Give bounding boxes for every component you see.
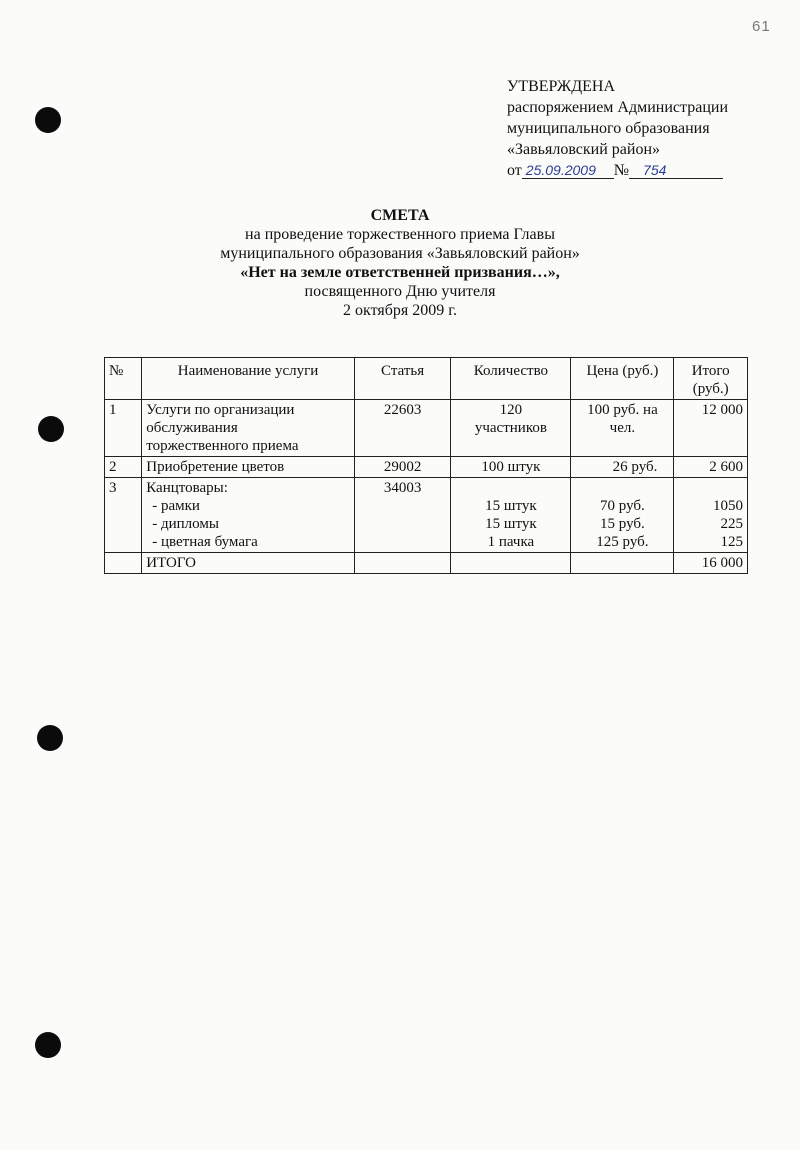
- sub-item-price: 125 руб.: [596, 534, 649, 550]
- approval-line: «Завьяловский район»: [507, 141, 660, 158]
- cell-total: 12 000: [674, 400, 748, 457]
- cell-price: 26 руб.: [571, 457, 674, 478]
- header-quantity: Количество: [451, 358, 571, 400]
- cell-quantity-line: 120: [499, 402, 523, 418]
- document-title: СМЕТА: [370, 207, 430, 224]
- sub-item-total: 125: [720, 534, 743, 550]
- header-article: Статья: [354, 358, 451, 400]
- header-total-line: (руб.): [692, 381, 729, 397]
- sub-item-name: - рамки: [152, 498, 200, 514]
- sub-item-price: 70 руб.: [600, 498, 645, 514]
- table-row: [105, 478, 748, 553]
- cell-quantity: 100 штук: [451, 457, 571, 478]
- sub-item-name: - дипломы: [152, 516, 219, 532]
- header-total: [674, 358, 748, 400]
- header-total-line: Итого: [691, 363, 730, 379]
- number-label: №: [613, 162, 630, 179]
- cell-name-line: Услуги по организации: [146, 402, 295, 418]
- cell-total: [674, 478, 748, 553]
- page-number: 61: [752, 18, 771, 35]
- sub-item-quantity: 15 штук: [485, 516, 537, 532]
- binder-hole: [35, 107, 61, 133]
- sub-item-total: 1050: [713, 498, 743, 514]
- binder-hole: [35, 1032, 61, 1058]
- table-row: [105, 400, 748, 457]
- cell-price: [571, 553, 674, 574]
- cell-name: [142, 478, 355, 553]
- header-name: Наименование услуги: [142, 358, 355, 400]
- binder-hole: [37, 725, 63, 751]
- cell-price: [571, 400, 674, 457]
- table-header-row: [105, 358, 748, 400]
- table-row: [105, 457, 748, 478]
- approval-line: муниципального образования: [507, 120, 710, 137]
- grand-total: 16 000: [674, 553, 748, 574]
- header-no: №: [105, 358, 142, 400]
- document-header: [0, 206, 800, 320]
- cell-no: [105, 553, 142, 574]
- sub-item-total: 225: [720, 516, 743, 532]
- header-line: посвященного Дню учителя: [304, 283, 496, 300]
- cell-article: [354, 553, 451, 574]
- cell-name-line: Канцтовары:: [146, 480, 228, 496]
- cell-article: 22603: [354, 400, 451, 457]
- cell-quantity: [451, 553, 571, 574]
- estimate-table: [104, 357, 748, 574]
- approval-block: [507, 76, 728, 181]
- approval-line: распоряжением Администрации: [507, 99, 729, 116]
- total-label: ИТОГО: [142, 553, 355, 574]
- header-line: муниципального образования «Завьяловский район»: [220, 245, 580, 262]
- cell-no: 1: [105, 400, 142, 457]
- from-label: от: [507, 162, 522, 179]
- binder-hole: [38, 416, 64, 442]
- sub-item-price: 15 руб.: [600, 516, 645, 532]
- cell-quantity-line: участников: [474, 420, 547, 436]
- cell-quantity: [451, 400, 571, 457]
- total-row: [105, 553, 748, 574]
- cell-article: 29002: [354, 457, 451, 478]
- approval-date-line: [507, 160, 728, 181]
- cell-name-line: обслуживания: [146, 420, 238, 436]
- header-price: Цена (руб.): [571, 358, 674, 400]
- cell-no: 3: [105, 478, 142, 553]
- cell-name: [142, 400, 355, 457]
- handwritten-number: 754: [629, 162, 723, 179]
- event-date: 2 октября 2009 г.: [343, 302, 457, 319]
- cell-name: Приобретение цветов: [142, 457, 355, 478]
- sub-item-quantity: 15 штук: [485, 498, 537, 514]
- event-title: «Нет на земле ответственней призвания…»,: [240, 264, 560, 281]
- approval-line: УТВЕРЖДЕНА: [507, 78, 616, 95]
- sub-item-name: - цветная бумага: [152, 534, 258, 550]
- cell-article: 34003: [354, 478, 451, 553]
- cell-no: 2: [105, 457, 142, 478]
- cell-price-line: чел.: [609, 420, 636, 436]
- sub-item-quantity: 1 пачка: [487, 534, 535, 550]
- cell-price-line: 100 руб. на: [587, 402, 658, 418]
- header-line: на проведение торжественного приема Главы: [245, 226, 555, 243]
- cell-name-line: торжественного приема: [146, 438, 299, 454]
- cell-quantity: [451, 478, 571, 553]
- cell-price: [571, 478, 674, 553]
- handwritten-date: 25.09.2009: [522, 162, 614, 179]
- cell-total: 2 600: [674, 457, 748, 478]
